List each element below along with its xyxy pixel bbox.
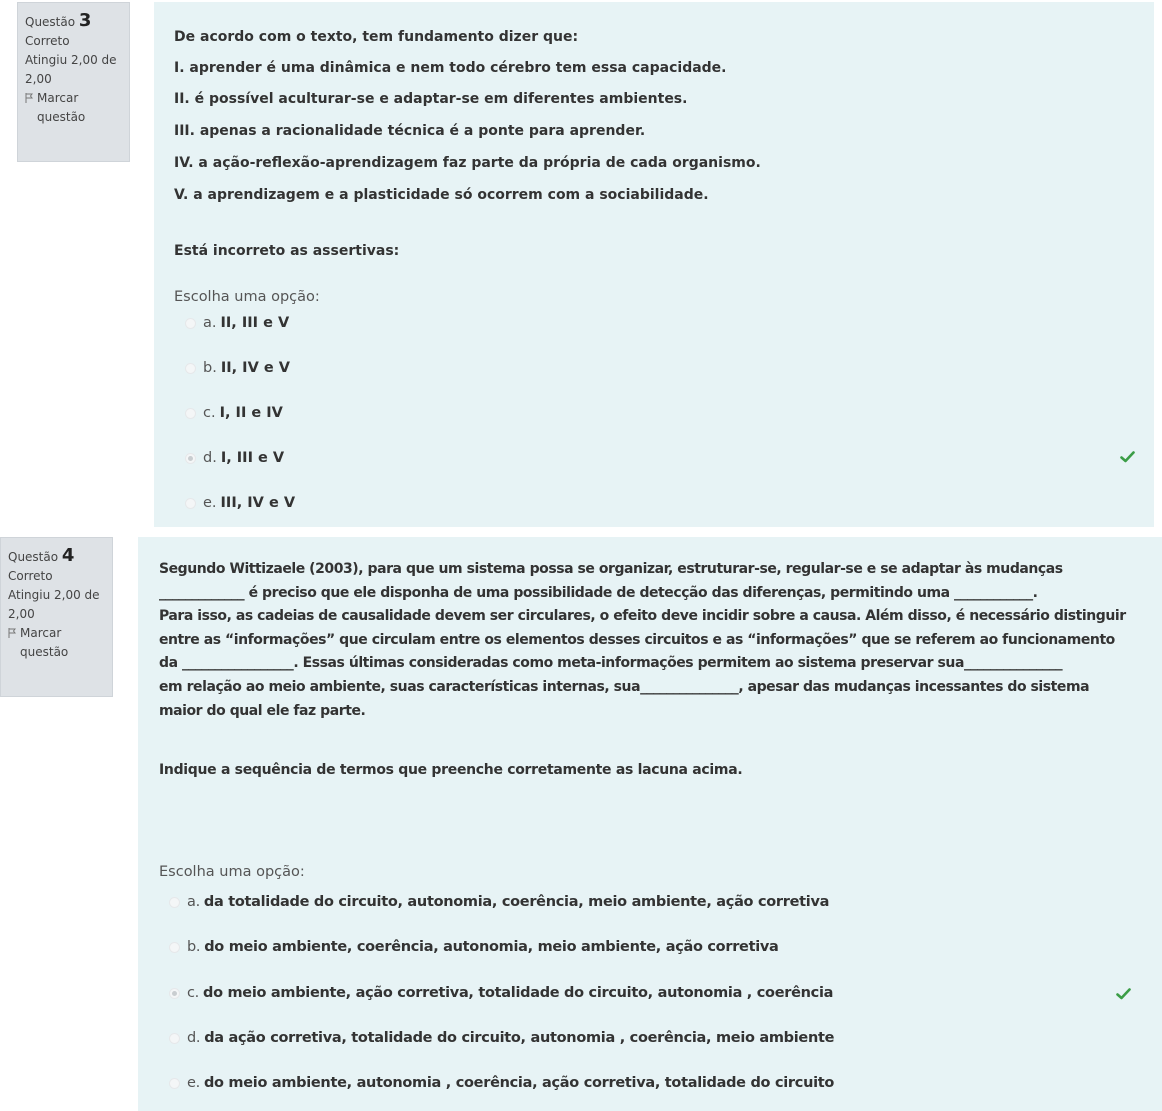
radio-button[interactable] — [185, 498, 196, 509]
answer-option-e[interactable] — [185, 495, 295, 511]
question-4-info — [0, 537, 113, 697]
question-4-header — [8, 546, 105, 567]
question-4-content — [138, 537, 1162, 1111]
option-letter: d. — [187, 1030, 201, 1046]
check-icon — [1116, 988, 1131, 1000]
option-letter: a. — [187, 894, 200, 910]
radio-button-selected[interactable] — [169, 988, 180, 999]
radio-button[interactable] — [169, 1078, 180, 1089]
flag-question-link[interactable] — [8, 624, 105, 662]
flag-icon — [8, 628, 16, 638]
answer-option-c[interactable] — [185, 405, 283, 421]
choose-option-label: Escolha uma opção: — [174, 289, 320, 305]
question-text-line: V. a aprendizagem e a plasticidade só ocorrem com a sociabilidade. — [174, 187, 709, 203]
question-text-line: _____________ é preciso que ele disponha de uma possibilidade de detecção das diferenças, permitindo uma ____________. — [159, 585, 1038, 601]
question-text-line: maior do qual ele faz parte. — [159, 703, 366, 719]
question-3-content — [154, 2, 1154, 527]
option-text: do meio ambiente, autonomia , coerência, ação corretiva, totalidade do circuito — [203, 1075, 835, 1091]
question-label: Questão — [25, 15, 76, 29]
question-prompt: Indique a sequência de termos que preenche corretamente as lacuna acima. — [159, 762, 743, 778]
answer-option-b[interactable] — [169, 939, 779, 955]
option-text: da ação corretiva, totalidade do circuito, autonomia , coerência, meio ambiente — [204, 1030, 835, 1046]
question-text-line: I. aprender é uma dinâmica e nem todo cérebro tem essa capacidade. — [174, 60, 727, 76]
answer-option-a[interactable] — [185, 315, 289, 331]
radio-button[interactable] — [169, 897, 180, 908]
question-prompt: Está incorreto as assertivas: — [174, 243, 400, 259]
answer-option-c[interactable] — [169, 985, 833, 1001]
option-letter: d. — [203, 450, 217, 466]
option-letter: a. — [203, 315, 217, 331]
question-number: 4 — [61, 545, 75, 566]
question-text-line: De acordo com o texto, tem fundamento dizer que: — [174, 29, 579, 45]
question-text-line: em relação ao meio ambiente, suas características internas, sua_______________, apesar das mudanças incessantes do sistema — [159, 679, 1090, 695]
option-text: I, III e V — [220, 450, 285, 466]
radio-button-selected[interactable] — [185, 453, 196, 464]
flag-question-label: Marcar questão — [37, 91, 86, 124]
radio-button[interactable] — [169, 1033, 180, 1044]
question-state: Correto — [25, 34, 70, 48]
question-text-line: Segundo Wittizaele (2003), para que um sistema possa se organizar, estruturar-se, regular-se e se adaptar às mudanças — [159, 561, 1063, 577]
question-3-info — [17, 2, 130, 162]
question-text-line: entre as “informações” que circulam entre os elementos desses circuitos e as “informações” que se referem ao funcionamento — [159, 632, 1115, 648]
question-text-line: da _________________. Essas últimas consideradas como meta-informações permitem ao sistema preservar sua_______________ — [159, 655, 1063, 671]
question-label: Questão — [8, 550, 59, 564]
question-text-line: IV. a ação-reflexão-aprendizagem faz parte da própria de cada organismo. — [174, 155, 761, 171]
question-number: 3 — [78, 10, 92, 31]
option-letter: c. — [203, 405, 216, 421]
option-letter: b. — [187, 939, 201, 955]
question-text-line: Para isso, as cadeias de causalidade devem ser circulares, o efeito deve incidir sobre a causa. Além disso, é necessário distinguir — [159, 608, 1126, 624]
radio-button[interactable] — [185, 318, 196, 329]
radio-button[interactable] — [185, 408, 196, 419]
answer-option-b[interactable] — [185, 360, 290, 376]
option-text: II, IV e V — [220, 360, 290, 376]
option-text: da totalidade do circuito, autonomia, coerência, meio ambiente, ação corretiva — [203, 894, 830, 910]
option-text: do meio ambiente, coerência, autonomia, meio ambiente, ação corretiva — [204, 939, 779, 955]
option-letter: c. — [187, 985, 199, 1001]
question-grade: Atingiu 2,00 de 2,00 — [8, 588, 100, 621]
question-state: Correto — [8, 569, 53, 583]
option-letter: b. — [203, 360, 217, 376]
question-grade: Atingiu 2,00 de 2,00 — [25, 53, 117, 86]
option-text: II, III e V — [220, 315, 290, 331]
option-text: III, IV e V — [220, 495, 296, 511]
option-letter: e. — [187, 1075, 200, 1091]
answer-option-a[interactable] — [169, 894, 829, 910]
choose-option-label: Escolha uma opção: — [159, 864, 305, 880]
option-letter: e. — [203, 495, 217, 511]
option-text: do meio ambiente, ação corretiva, totalidade do circuito, autonomia , coerência — [202, 985, 834, 1001]
question-text-line: II. é possível aculturar-se e adaptar-se em diferentes ambientes. — [174, 91, 688, 107]
flag-question-link[interactable] — [25, 89, 122, 127]
radio-button[interactable] — [169, 942, 180, 953]
answer-option-d[interactable] — [185, 450, 284, 466]
flag-question-label: Marcar questão — [20, 626, 69, 659]
answer-option-e[interactable] — [169, 1075, 834, 1091]
question-text-line: III. apenas a racionalidade técnica é a ponte para aprender. — [174, 123, 646, 139]
option-text: I, II e IV — [219, 405, 283, 421]
question-3-header — [25, 11, 122, 32]
flag-icon — [25, 93, 33, 103]
answer-option-d[interactable] — [169, 1030, 834, 1046]
radio-button[interactable] — [185, 363, 196, 374]
check-icon — [1120, 451, 1135, 463]
